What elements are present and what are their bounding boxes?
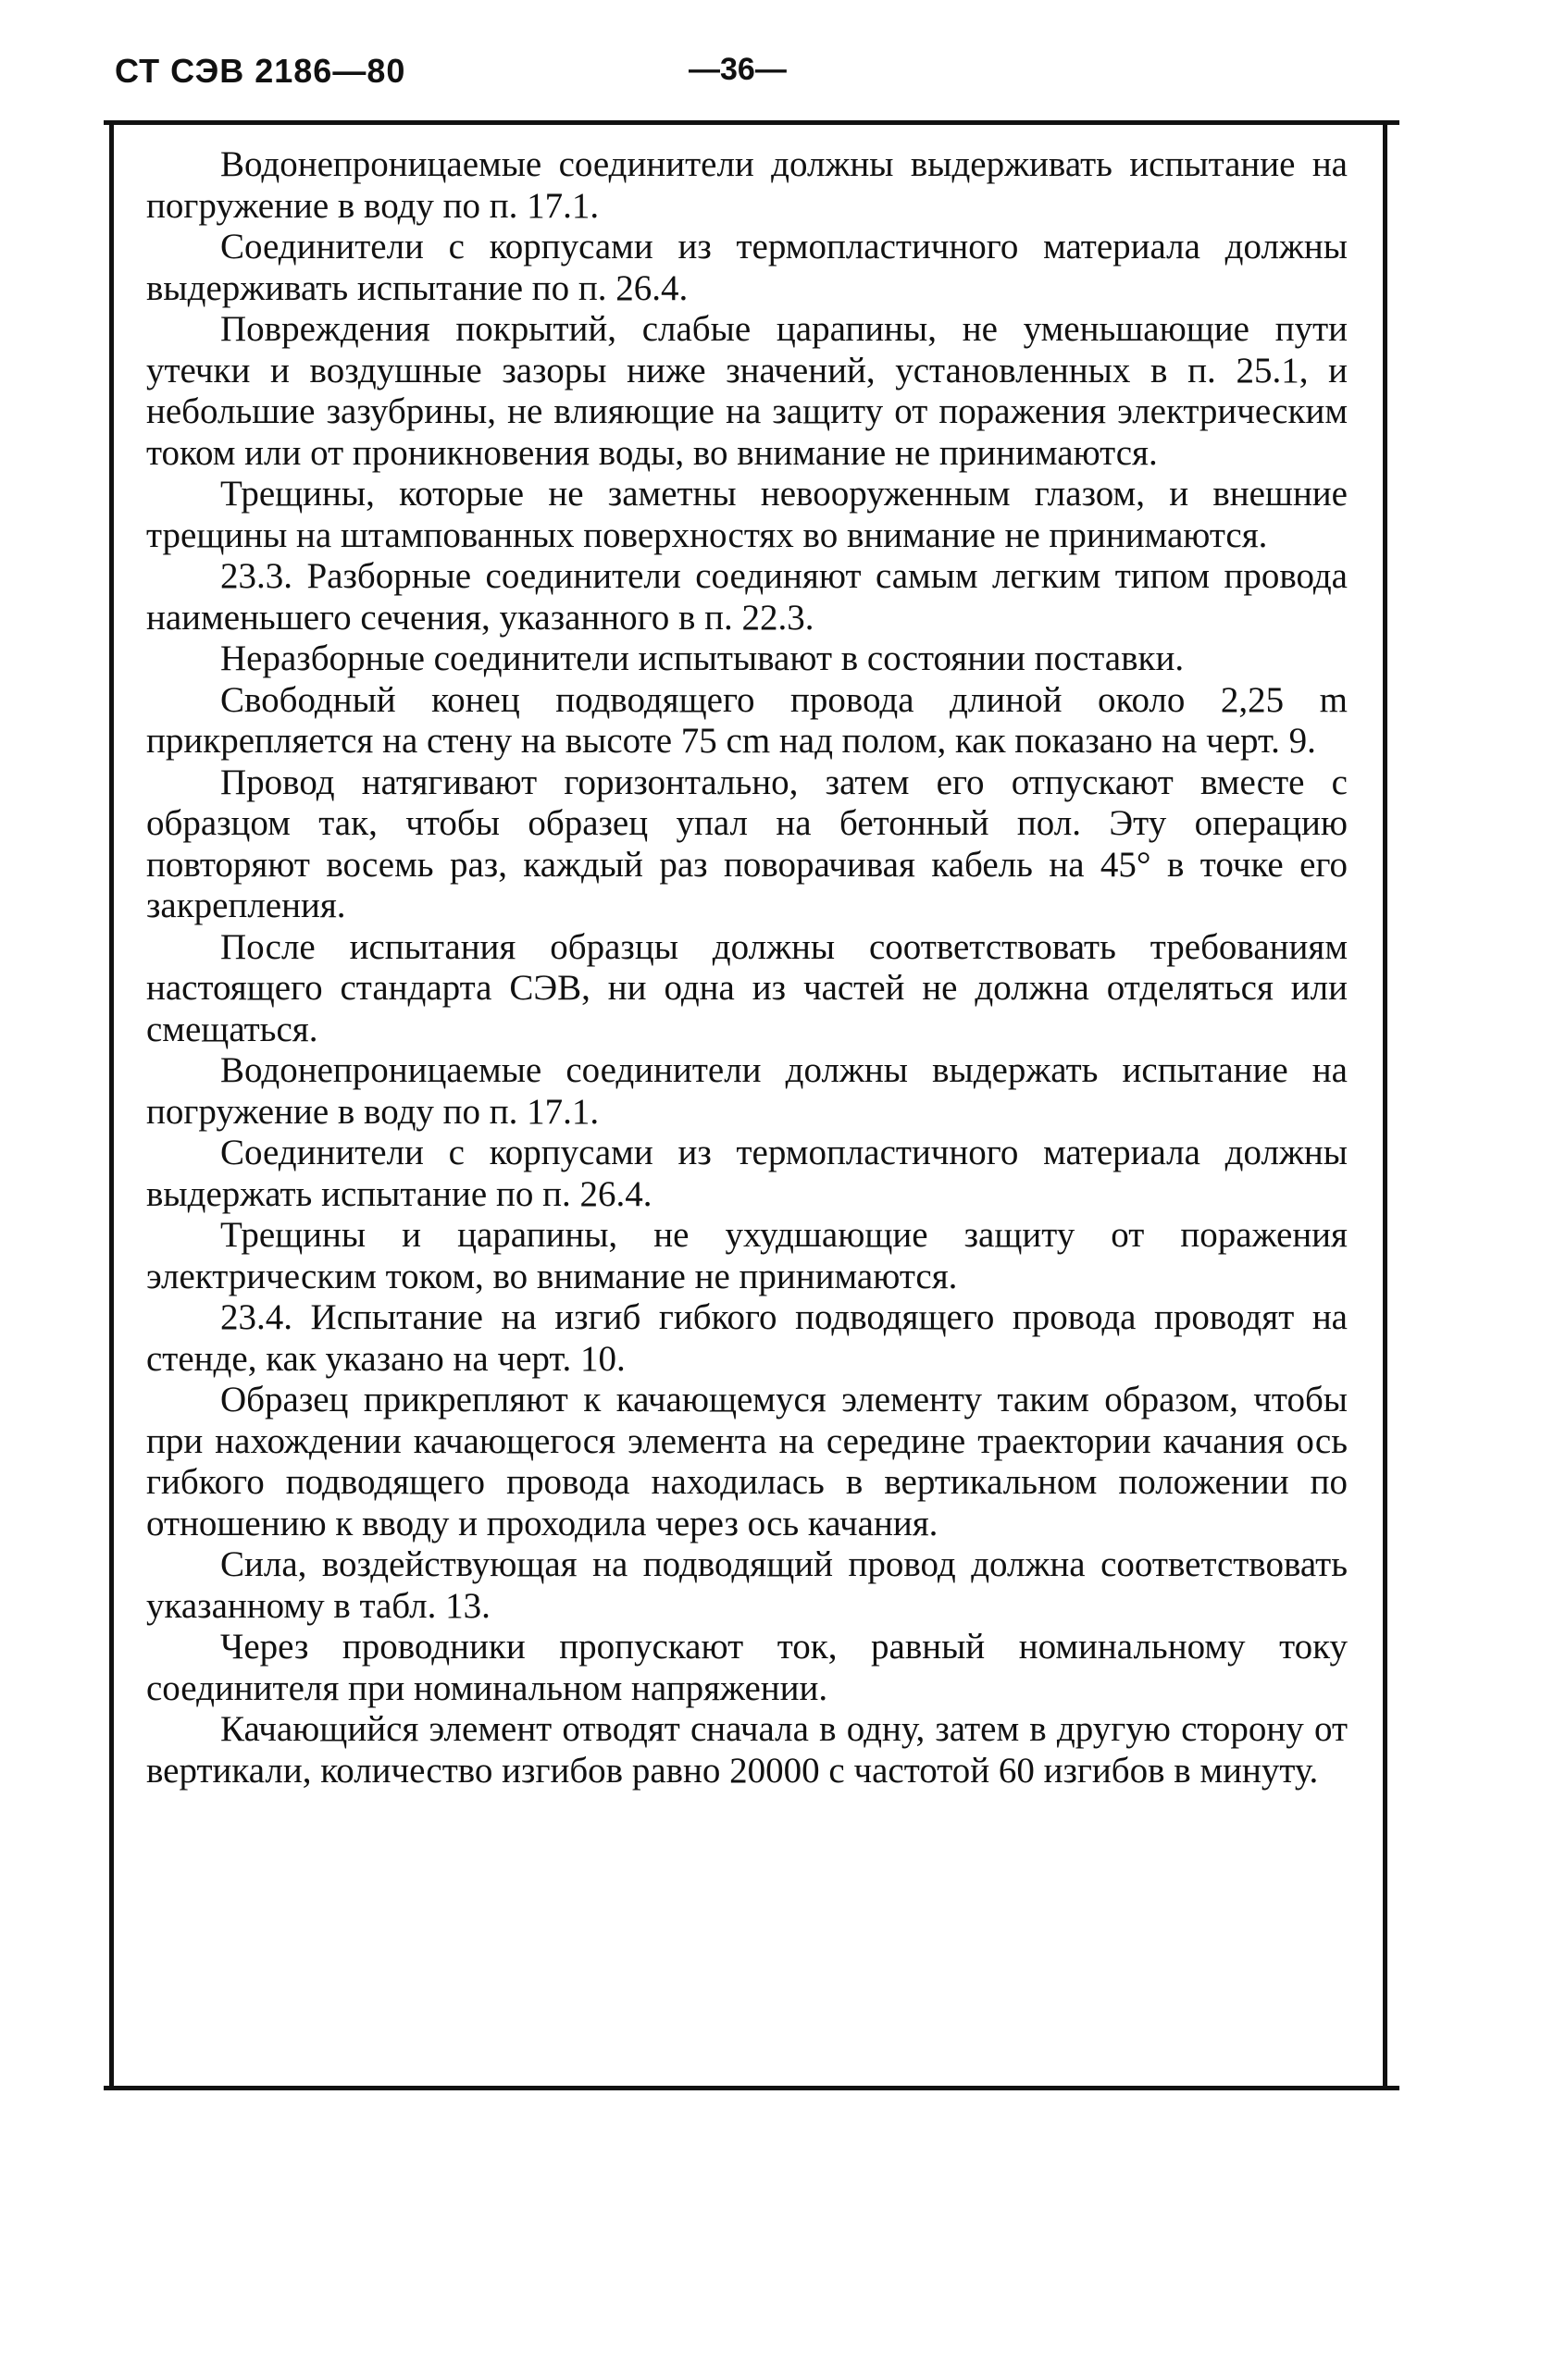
bottom-rule <box>104 2086 1399 2090</box>
paragraph: Соединители с корпусами из термопластичного материала должны выдержать испытание по п. 26.4. <box>146 1133 1348 1214</box>
paragraph: Водонепроницаемые соединители должны выдержать испытание на погружение в воду по п. 17.1. <box>146 1050 1348 1132</box>
page-body <box>146 144 1348 1791</box>
paragraph: Соединители с корпусами из термопластичного материала должны выдерживать испытание по п. 26.4. <box>146 227 1348 308</box>
paragraph: Трещины и царапины, не ухудшающие защиту от поражения электрическим током, во внимание не принимаются. <box>146 1215 1348 1296</box>
paragraph: Повреждения покрытий, слабые царапины, не уменьшающие пути утечки и воздушные зазоры ниже значений, установленных в п. 25.1, и небольшие зазубрины, не влияющие на защиту от поражения электрическим током или от проникновения воды, во внимание не принимаются. <box>146 309 1348 473</box>
paragraph: После испытания образцы должны соответствовать требованиям настоящего стандарта СЭВ, ни одна из частей не должна отделяться или смещаться. <box>146 926 1348 1049</box>
top-rule <box>104 120 1399 125</box>
frame-left-border <box>109 122 114 2088</box>
paragraph: 23.3. Разборные соединители соединяют самым легким типом провода наименьшего сечения, указанного в п. 22.3. <box>146 556 1348 638</box>
paragraph: Неразборные соединители испытывают в состоянии поставки. <box>220 638 1185 678</box>
paragraph: Водонепроницаемые соединители должны выдерживать испытание на погружение в воду по п. 17.1. <box>146 144 1348 226</box>
paragraph: Свободный конец подводящего провода длиной около 2,25 m прикрепляется на стену на высоте 75 cm над полом, как показано на черт. 9. <box>146 679 1348 761</box>
paragraph: Сила, воздействующая на подводящий провод должна соответствовать указанному в табл. 13. <box>146 1544 1348 1626</box>
paragraph: Трещины, которые не заметны невооруженным глазом, и внешние трещины на штампованных поверхностях во внимание не принимаются. <box>146 474 1348 555</box>
paragraph: Качающийся элемент отводят сначала в одну, затем в другую сторону от вертикали, количество изгибов равно 20000 с частотой 60 изгибов в минуту. <box>146 1709 1348 1791</box>
standard-code: СТ СЭВ 2186—80 <box>115 52 406 90</box>
paragraph: 23.4. Испытание на изгиб гибкого подводящего провода проводят на стенде, как указано на черт. 10. <box>146 1297 1348 1379</box>
frame-right-border <box>1383 122 1387 2088</box>
paragraph: Образец прикрепляют к качающемуся элементу таким образом, чтобы при нахождении качающегося элемента на середине траектории качания ось гибкого подводящего провода находилась в вертикальном положении по отношению к вводу и проходила через ось качания. <box>146 1380 1348 1543</box>
paragraph: Провод натягивают горизонтально, затем его отпускают вместе с образцом так, чтобы образец упал на бетонный пол. Эту операцию повторяют восемь раз, каждый раз поворачивая кабель на 45° в точке его закрепления. <box>146 762 1348 925</box>
page-number: —36— <box>689 52 787 87</box>
paragraph: Через проводники пропускают ток, равный номинальному току соединителя при номинальном напряжении. <box>146 1627 1348 1708</box>
